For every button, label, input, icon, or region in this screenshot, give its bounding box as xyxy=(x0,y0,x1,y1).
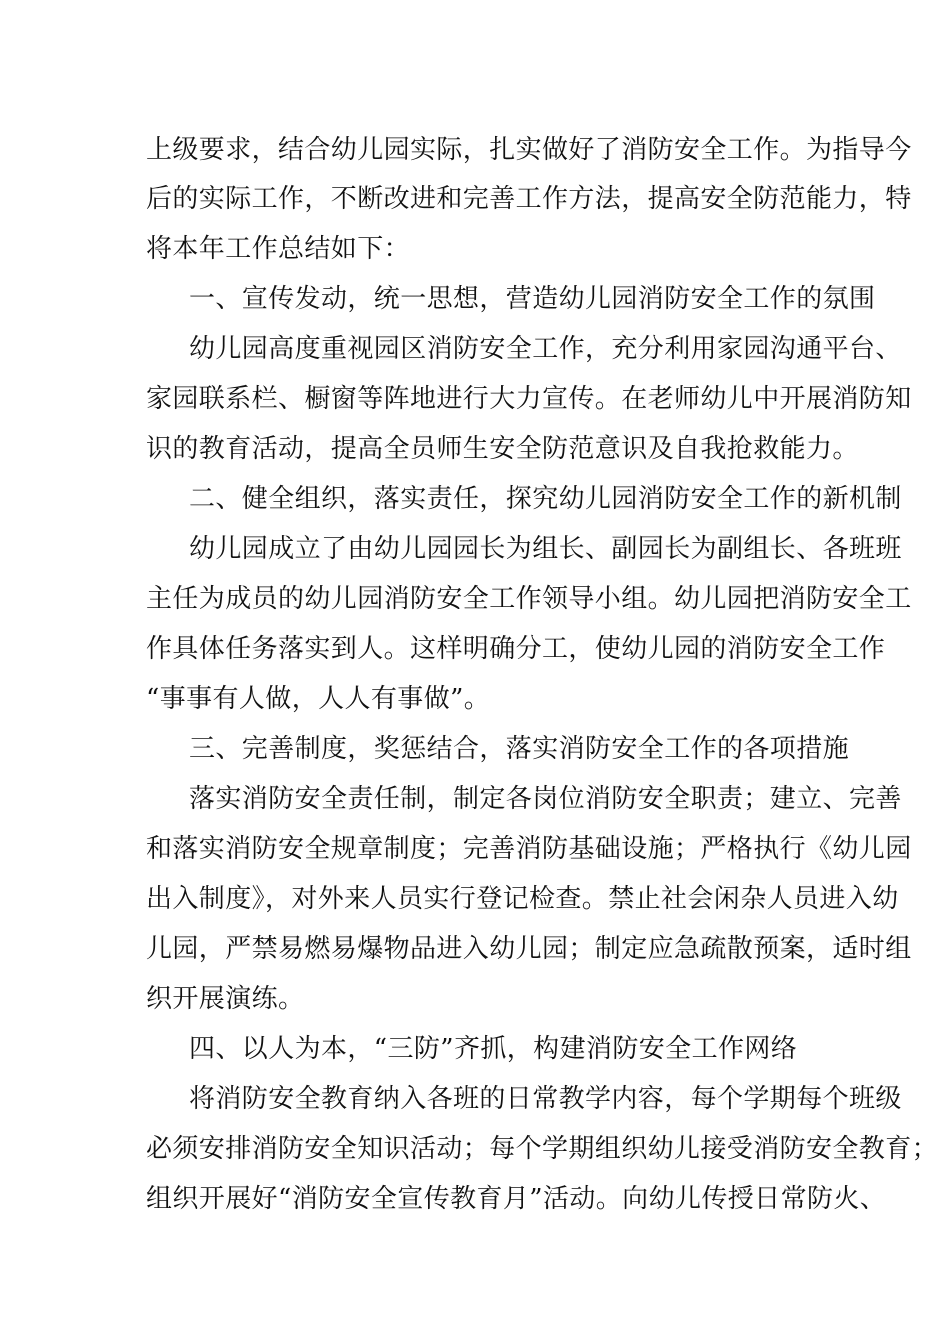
body-text-line: 儿园，严禁易燃易爆物品进入幼儿园；制定应急疏散预案，适时组 xyxy=(146,934,912,964)
body-text-line: “事事有人做，人人有事做”。 xyxy=(146,684,491,714)
body-text-line: 将消防安全教育纳入各班的日常教学内容，每个学期每个班级 xyxy=(189,1084,902,1114)
body-text-line: 家园联系栏、橱窗等阵地进行大力宣传。在老师幼儿中开展消防知 xyxy=(146,384,912,414)
body-text-line: 幼儿园成立了由幼儿园园长为组长、副园长为副组长、各班班 xyxy=(189,534,902,564)
section-heading-2: 二、健全组织，落实责任，探究幼儿园消防安全工作的新机制 xyxy=(189,484,902,514)
body-text-line: 作具体任务落实到人。这样明确分工，使幼儿园的消防安全工作 xyxy=(146,634,886,664)
body-text-line: 识的教育活动，提高全员师生安全防范意识及自我抢救能力。 xyxy=(146,434,859,464)
section-heading-4: 四、以人为本，“三防”齐抓，构建消防安全工作网络 xyxy=(189,1034,798,1064)
body-text-line: 组织开展好“消防安全宣传教育月”活动。向幼儿传授日常防火、 xyxy=(146,1184,887,1214)
body-text-line: 出入制度》，对外来人员实行登记检查。禁止社会闲杂人员进入幼 xyxy=(146,884,899,914)
section-heading-3: 三、完善制度，奖惩结合，落实消防安全工作的各项措施 xyxy=(189,734,850,764)
body-text-line: 后的实际工作，不断改进和完善工作方法，提高安全防范能力，特 xyxy=(146,184,912,214)
body-text-line: 和落实消防安全规章制度；完善消防基础设施；严格执行《幼儿园 xyxy=(146,834,912,864)
body-text-line: 上级要求，结合幼儿园实际，扎实做好了消防安全工作。为指导今 xyxy=(146,135,912,165)
body-text-line: 主任为成员的幼儿园消防安全工作领导小组。幼儿园把消防安全工 xyxy=(146,584,912,614)
body-text-line: 落实消防安全责任制，制定各岗位消防安全职责；建立、完善 xyxy=(189,784,902,814)
section-heading-1: 一、宣传发动，统一思想，营造幼儿园消防安全工作的氛围 xyxy=(189,284,876,314)
body-text-line: 幼儿园高度重视园区消防安全工作，充分利用家园沟通平台、 xyxy=(189,334,902,364)
body-text-line: 必须安排消防安全知识活动；每个学期组织幼儿接受消防安全教育； xyxy=(146,1134,939,1164)
body-text-line: 将本年工作总结如下： xyxy=(146,234,411,264)
body-text-line: 织开展演练。 xyxy=(146,984,305,1014)
